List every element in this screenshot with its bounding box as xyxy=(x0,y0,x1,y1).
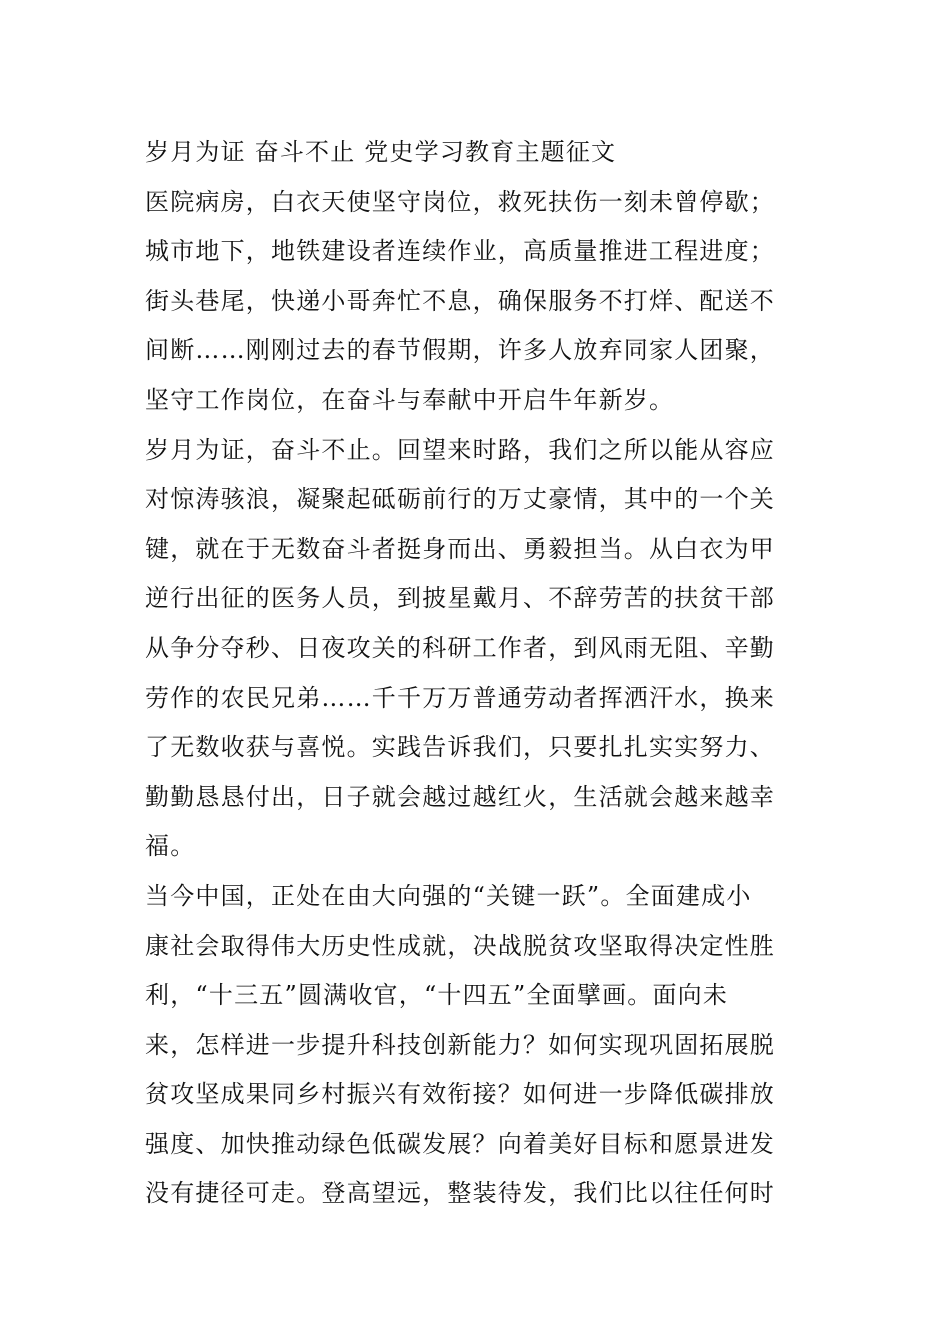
text-line: 康社会取得伟大历史性成就，决战脱贫攻坚取得决定性胜 xyxy=(145,931,775,960)
text-line: 键，就在于无数奋斗者挺身而出、勇毅担当。从白衣为甲 xyxy=(145,534,775,563)
text-line: 对惊涛骇浪，凝聚起砥砺前行的万丈豪情，其中的一个关 xyxy=(145,485,775,514)
text-line: 劳作的农民兄弟……千千万万普通劳动者挥洒汗水，换来 xyxy=(145,683,775,712)
text-line: 当今中国，正处在由大向强的“关键一跃”。全面建成小 xyxy=(145,881,752,910)
text-line: 逆行出征的医务人员，到披星戴月、不辞劳苦的扶贫干部 xyxy=(145,584,775,613)
text-line: 强度、加快推动绿色低碳发展？向着美好目标和愿景进发 xyxy=(145,1129,775,1158)
document-title: 岁月为证 奋斗不止 党史学习教育主题征文 xyxy=(145,138,617,166)
text-line: 勤勤恳恳付出，日子就会越过越红火，生活就会越来越幸 xyxy=(145,782,775,811)
text-line: 医院病房，白衣天使坚守岗位，救死扶伤一刻未曾停歇； xyxy=(145,187,775,216)
text-line: 利，“十三五”圆满收官，“十四五”全面擘画。面向未 xyxy=(145,981,729,1010)
text-line: 城市地下，地铁建设者连续作业，高质量推进工程进度； xyxy=(145,237,775,266)
text-line: 街头巷尾，快递小哥奔忙不息，确保服务不打烊、配送不 xyxy=(145,286,775,315)
text-line: 间断……刚刚过去的春节假期，许多人放弃同家人团聚， xyxy=(145,336,775,365)
text-line: 从争分夺秒、日夜攻关的科研工作者，到风雨无阻、辛勤 xyxy=(145,633,775,662)
text-line: 福。 xyxy=(145,832,196,861)
document-body xyxy=(145,128,815,1219)
text-line: 来，怎样进一步提升科技创新能力？如何实现巩固拓展脱 xyxy=(145,1030,775,1059)
text-line: 岁月为证，奋斗不止。回望来时路，我们之所以能从容应 xyxy=(145,435,775,464)
text-line: 没有捷径可走。登高望远，整装待发，我们比以往任何时 xyxy=(145,1179,775,1208)
text-line: 了无数收获与喜悦。实践告诉我们，只要扎扎实实努力、 xyxy=(145,733,775,762)
text-line: 坚守工作岗位，在奋斗与奉献中开启牛年新岁。 xyxy=(145,385,675,414)
text-line: 贫攻坚成果同乡村振兴有效衔接？如何进一步降低碳排放 xyxy=(145,1080,775,1109)
